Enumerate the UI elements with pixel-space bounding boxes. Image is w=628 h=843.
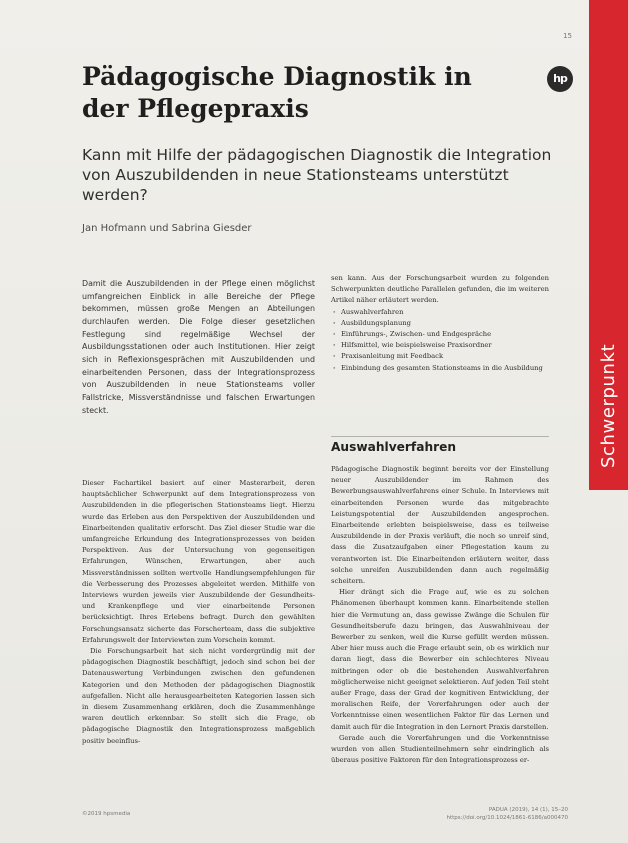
body-paragraph: sen kann. Aus der Forschungsarbeit wurden zu folgenden Schwerpunkten deutliche Parallelen gefunden, die im weiteren Artikel näher erläutert werden. bbox=[331, 274, 549, 305]
list-item: · Einführungs-, Zwischen- und Endgespräche bbox=[331, 329, 549, 340]
body-paragraph: Die Forschungsarbeit hat sich nicht vordergründig mit der pädagogischen Diagnostik beschäftigt, jedoch sind schon bei der Datenauswertung Verbindungen zwischen den gefundenen Kategorien und den Methoden der pädagogischen Diagnostik aufgefallen. Nicht alle herausgearbeiteten Kategorien lassen sich in diesem Zusammenhang erklären, doch die Zusammenhänge waren deutlich erkennbar. So stellt sich die Frage, ob pädagogische Diagnostik den Integrationsprozess maßgeblich positiv beeinflus- bbox=[82, 647, 315, 745]
list-item: · Hilfsmittel, wie beispielsweise Praxisordner bbox=[331, 340, 549, 351]
footer-copyright: ©2019 hpsmedia bbox=[82, 811, 131, 817]
body-paragraph: Pädagogische Diagnostik beginnt bereits vor der Einstellung neuer Auszubildender im Rahmen des Bewerbungsauswahlverfahrens einer Schule. In Interviews mit einarbeitenden Personen wurde das mitgebrachte Leistungspotential der Auszubildenden angesprochen. Einarbeitende erlebten beispielsweise, dass es teilweise Auszubildende in der Praxis verläuft, die noch so unreif sind, dass die Zusatzaufgaben einer Pflegestation kaum zu verantworten ist. Die Einarbeitenden erläutern weiter, dass solche unreifen Auszubildenden dann auch regelmäßig scheitern. bbox=[331, 465, 549, 586]
list-item: · Ausbildungsplanung bbox=[331, 318, 549, 329]
lead-paragraph: Damit die Auszubildenden in der Pflege einen möglichst umfangreichen Einblick in alle Bereiche der Pflege bekommen, müssen große Mengen an Abteilungen durchlaufen werden. Die Folge dieser gesetzlichen Festlegung sind regelmäßige Wechsel der Ausbildungsstationen oder auch Institutionen. Hier zeigt sich in Reflexionsgesprächen mit Auszubildenden und einarbeitenden Personen, dass der Integrationsprozess von Auszubildenden in neue Stationsteams voller Fallstricke, Missverständnisse und falschen Erwartungen steckt. bbox=[82, 279, 315, 415]
body-column-right-bottom bbox=[331, 464, 549, 766]
section-heading: Auswahlverfahren bbox=[331, 440, 457, 454]
article-title: Pädagogische Diagnostik in der Pflegepraxis bbox=[82, 62, 472, 123]
page-number: 15 bbox=[563, 32, 572, 40]
footer-journal-ref: PADUA (2019), 14 (1), 15–20 bbox=[488, 807, 568, 813]
section-divider bbox=[331, 436, 549, 437]
footer-citation bbox=[446, 806, 568, 822]
footer-doi: https://doi.org/10.1024/1861-6186/a000470 bbox=[446, 815, 568, 821]
list-item: · Praxisanleitung mit Feedback bbox=[331, 351, 549, 362]
list-item: · Auswahlverfahren bbox=[331, 307, 549, 318]
section-tab-label: Schwerpunkt bbox=[598, 343, 619, 468]
article-authors: Jan Hofmann und Sabrina Giesder bbox=[82, 223, 252, 234]
publisher-logo-icon: hp bbox=[547, 66, 573, 92]
list-item: · Einbindung des gesamten Stationsteams in die Ausbildung bbox=[331, 363, 549, 374]
article-subtitle: Kann mit Hilfe der pädagogischen Diagnostik die Integration von Auszubildenden in neue Stationsteams unterstützt werden? bbox=[82, 146, 552, 204]
body-column-right-top bbox=[331, 273, 549, 374]
body-column-left bbox=[82, 478, 315, 747]
body-paragraph: Hier drängt sich die Frage auf, wie es zu solchen Phänomenen überhaupt kommen kann. Einarbeitende stellen hier die Vermutung an, dass gewisse Zwänge die Schulen für Gesundheitsberufe dazu bringen, das Auswahlniveau der Bewerber zu senken, weil die Kurse gefüllt werden müssen. Aber hier muss auch die Frage erlaubt sein, ob es wirklich nur daran liegt, dass die Bewerber ein schlechteres Niveau mitbringen oder ob die bestehenden Auswahlverfahren möglicherweise nicht geeignet selektieren. Auf jeden Teil steht außer Frage, dass der Grad der kognitiven Entwicklung, der moralischen Reife, der Vorerfahrungen oder auch der Vorkenntnisse einen wesentlichen Faktor für das Lernen und damit auch für die Integration in den Lernort Praxis darstellen. bbox=[331, 588, 549, 731]
body-paragraph: Dieser Fachartikel basiert auf einer Masterarbeit, deren hauptsächlicher Schwerpunkt auf dem Integrationsprozess von Auszubildenden in die pflegerischen Stationsteams liegt. Hierzu wurde das Erleben aus den Perspektiven der Auszubildenden und Einarbeitenden qualitativ erforscht. Das Ziel dieser Studie war die umfangreiche Erkundung des Integrationsprozesses von beiden Perspektiven. Aus der Untersuchung von gegenseitigen Erfahrungen, Wünschen, Erwartungen, aber auch Missverständnissen sollten wertvolle Handlungsempfehlungen für die Verbesserung des Prozesses abgeleitet werden. Mithilfe von Interviews wurden jeweils vier Auszubildende der Gesundheits- und Krankenpflege und vier einarbeitende Personen berücksichtigt. Ihres Erlebens befragt. Durch den gewählten Forschungsansatz sicherte das Forscherteam, dass die subjektive Erfahrungswelt der Interviewten zum Vorschein kommt. bbox=[82, 479, 315, 644]
focus-list bbox=[331, 307, 549, 374]
body-paragraph: Gerade auch die Vorerfahrungen und die Vorkenntnisse wurden von allen Studienteilnehmern sehr eindringlich als überaus positive Faktoren für den Integrationsprozess er- bbox=[331, 733, 549, 765]
